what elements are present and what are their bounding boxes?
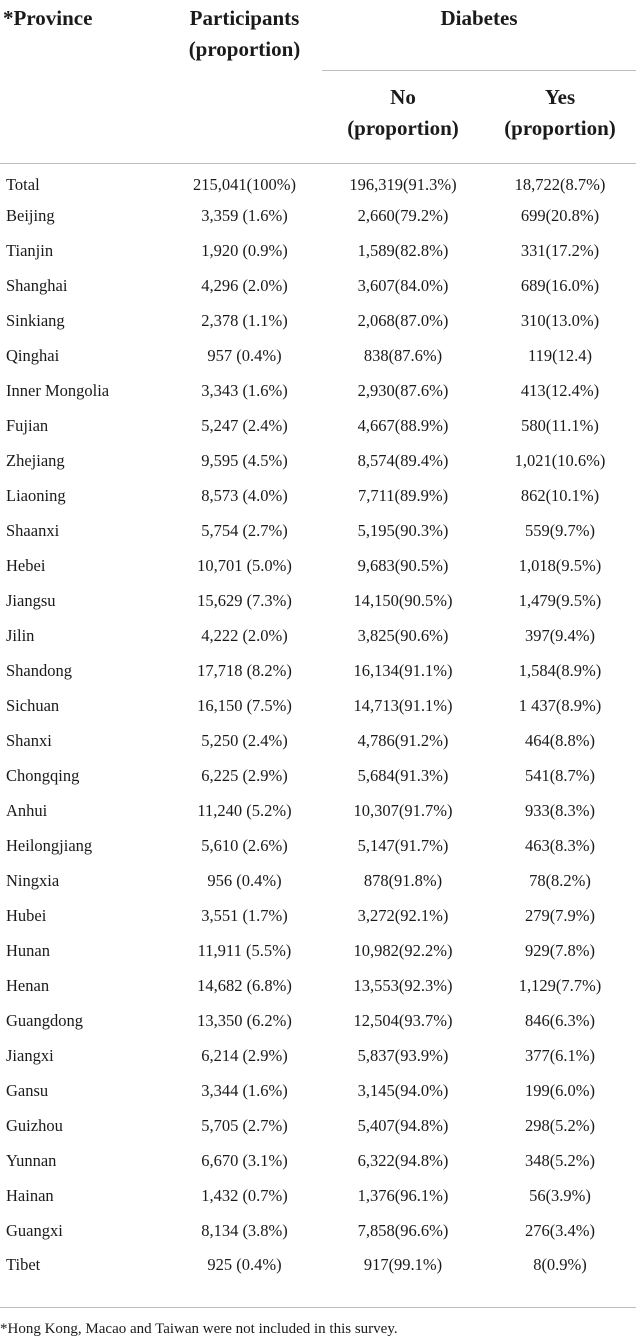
province-cell: Shandong — [6, 661, 72, 680]
diabetes-no-cell: 1,376(96.1%) — [357, 1186, 449, 1205]
diabetes-no-cell: 5,684(91.3%) — [357, 766, 449, 785]
participants-cell: 4,222 (2.0%) — [201, 626, 288, 645]
diabetes-yes-cell: 464(8.8%) — [524, 731, 596, 750]
province-cell: Chongqing — [6, 766, 80, 785]
table-row — [0, 549, 636, 584]
diabetes-no-cell: 838(87.6%) — [363, 346, 443, 365]
diabetes-no-cell: 2,660(79.2%) — [357, 206, 449, 225]
diabetes-no-cell: 5,195(90.3%) — [357, 521, 449, 540]
participants-cell: 5,247 (2.4%) — [201, 416, 288, 435]
table-row — [0, 374, 636, 409]
province-cell: Yunnan — [6, 1151, 57, 1170]
table-row — [0, 934, 636, 969]
participants-cell: 215,041(100%) — [192, 175, 297, 194]
diabetes-yes-cell: 413(12.4%) — [520, 381, 600, 400]
diabetes-yes-cell: 933(8.3%) — [524, 801, 596, 820]
province-cell: Sichuan — [6, 696, 60, 715]
table-body — [0, 163, 636, 1282]
province-cell: Jiangsu — [6, 591, 56, 610]
participants-cell: 3,343 (1.6%) — [201, 381, 288, 400]
diabetes-yes-cell: 310(13.0%) — [520, 311, 600, 330]
table-row — [0, 899, 636, 934]
diabetes-yes-cell: 276(3.4%) — [524, 1221, 596, 1240]
participants-cell: 8,573 (4.0%) — [201, 486, 288, 505]
table-row — [0, 409, 636, 444]
table-row — [0, 619, 636, 654]
participants-cell: 1,920 (0.9%) — [201, 241, 288, 260]
diabetes-no-cell: 6,322(94.8%) — [357, 1151, 449, 1170]
province-cell: Inner Mongolia — [6, 381, 110, 400]
participants-column-header — [167, 0, 322, 163]
diabetes-no-cell: 4,667(88.9%) — [357, 416, 449, 435]
diabetes-group-header: Diabetes — [440, 6, 518, 30]
yes-column-header — [484, 70, 636, 163]
table-row — [0, 339, 636, 374]
participants-cell: 6,225 (2.9%) — [201, 766, 288, 785]
participants-cell: 5,610 (2.6%) — [201, 836, 288, 855]
participants-header-line1: Participants — [189, 6, 300, 30]
diabetes-yes-cell: 929(7.8%) — [524, 941, 596, 960]
diabetes-no-cell: 13,553(92.3%) — [353, 976, 453, 995]
participants-cell: 9,595 (4.5%) — [201, 451, 288, 470]
diabetes-no-cell: 10,982(92.2%) — [353, 941, 453, 960]
diabetes-yes-cell: 298(5.2%) — [524, 1116, 596, 1135]
header-row-top — [0, 0, 636, 70]
table-row — [0, 163, 636, 199]
diabetes-no-cell: 917(99.1%) — [363, 1255, 443, 1274]
diabetes-no-cell: 14,713(91.1%) — [353, 696, 453, 715]
diabetes-yes-cell: 1,584(8.9%) — [518, 661, 602, 680]
participants-cell: 13,350 (6.2%) — [197, 1011, 292, 1030]
diabetes-yes-cell: 1,018(9.5%) — [518, 556, 602, 575]
table-row — [0, 514, 636, 549]
diabetes-no-cell: 3,145(94.0%) — [357, 1081, 449, 1100]
diabetes-yes-cell: 119(12.4) — [527, 346, 592, 365]
diabetes-yes-cell: 279(7.9%) — [524, 906, 596, 925]
province-cell: Total — [6, 175, 40, 194]
table-row — [0, 689, 636, 724]
table-row — [0, 1074, 636, 1109]
participants-cell: 2,378 (1.1%) — [201, 311, 288, 330]
diabetes-no-cell: 196,319(91.3%) — [349, 175, 457, 194]
diabetes-no-cell: 7,711(89.9%) — [357, 486, 449, 505]
participants-cell: 11,911 (5.5%) — [197, 941, 292, 960]
table-row — [0, 584, 636, 619]
diabetes-no-cell: 3,825(90.6%) — [357, 626, 449, 645]
table-row — [0, 1109, 636, 1144]
diabetes-no-cell: 5,407(94.8%) — [357, 1116, 449, 1135]
table-row — [0, 759, 636, 794]
diabetes-yes-cell: 8(0.9%) — [533, 1255, 587, 1274]
diabetes-yes-cell: 699(20.8%) — [520, 206, 600, 225]
table-row — [0, 724, 636, 759]
province-cell: Hunan — [6, 941, 50, 960]
diabetes-no-cell: 12,504(93.7%) — [353, 1011, 453, 1030]
province-cell: Anhui — [6, 801, 48, 820]
table-row — [0, 1179, 636, 1214]
table-row — [0, 794, 636, 829]
province-cell: Ningxia — [6, 871, 60, 890]
diabetes-no-cell: 5,837(93.9%) — [357, 1046, 449, 1065]
participants-cell: 1,432 (0.7%) — [201, 1186, 288, 1205]
diabetes-yes-cell: 56(3.9%) — [529, 1186, 591, 1205]
province-cell: Beijing — [6, 206, 55, 225]
table-row — [0, 444, 636, 479]
participants-cell: 5,705 (2.7%) — [201, 1116, 288, 1135]
province-cell: Gansu — [6, 1081, 49, 1100]
diabetes-yes-cell: 1,129(7.7%) — [518, 976, 602, 995]
participants-cell: 14,682 (6.8%) — [197, 976, 292, 995]
diabetes-yes-cell: 377(6.1%) — [524, 1046, 596, 1065]
no-column-header — [322, 70, 484, 163]
table-row — [0, 479, 636, 514]
diabetes-yes-cell: 541(8.7%) — [524, 766, 596, 785]
table-row — [0, 969, 636, 1004]
no-header-line2: (proportion) — [347, 115, 459, 140]
province-cell: Hubei — [6, 906, 47, 925]
table-row — [0, 829, 636, 864]
province-cell: Guizhou — [6, 1116, 63, 1135]
diabetes-no-cell: 878(91.8%) — [363, 871, 443, 890]
diabetes-yes-cell: 18,722(8.7%) — [514, 175, 606, 194]
participants-cell: 3,344 (1.6%) — [201, 1081, 288, 1100]
table-row — [0, 304, 636, 339]
participants-header-line2: (proportion) — [188, 37, 301, 61]
yes-header-line1: Yes — [544, 84, 576, 109]
diabetes-yes-cell: 559(9.7%) — [524, 521, 596, 540]
diabetes-no-cell: 10,307(91.7%) — [353, 801, 453, 820]
participants-cell: 6,670 (3.1%) — [201, 1151, 288, 1170]
participants-cell: 4,296 (2.0%) — [201, 276, 288, 295]
participants-cell: 5,250 (2.4%) — [201, 731, 288, 750]
table-row — [0, 1249, 636, 1282]
participants-cell: 16,150 (7.5%) — [197, 696, 292, 715]
diabetes-yes-cell: 1,021(10.6%) — [514, 451, 606, 470]
table-row — [0, 654, 636, 689]
diabetes-no-cell: 3,272(92.1%) — [357, 906, 449, 925]
province-cell: Jiangxi — [6, 1046, 54, 1065]
province-cell: Hebei — [6, 556, 46, 575]
province-cell: Tianjin — [6, 241, 54, 260]
province-cell: Shanghai — [6, 276, 68, 295]
diabetes-yes-cell: 348(5.2%) — [524, 1151, 596, 1170]
diabetes-no-cell: 16,134(91.1%) — [353, 661, 453, 680]
no-header-line1: No — [390, 84, 416, 109]
participants-cell: 957 (0.4%) — [207, 346, 282, 365]
diabetes-yes-cell: 1 437(8.9%) — [518, 696, 602, 715]
table-row — [0, 1214, 636, 1249]
diabetes-no-cell: 5,147(91.7%) — [357, 836, 449, 855]
diabetes-no-cell: 7,858(96.6%) — [357, 1221, 449, 1240]
participants-cell: 6,214 (2.9%) — [201, 1046, 288, 1065]
province-cell: Tibet — [6, 1255, 41, 1274]
province-column-header: *Province — [3, 6, 93, 30]
footnote: *Hong Kong, Macao and Taiwan were not included in this survey. — [0, 1321, 398, 1337]
province-cell: Qinghai — [6, 346, 60, 365]
diabetes-no-cell: 9,683(90.5%) — [357, 556, 449, 575]
province-cell: Zhejiang — [6, 451, 65, 470]
table-header — [0, 0, 636, 163]
participants-cell: 3,359 (1.6%) — [201, 206, 288, 225]
table-row — [0, 269, 636, 304]
diabetes-yes-cell: 580(11.1%) — [521, 416, 599, 435]
province-cell: Sinkiang — [6, 311, 65, 330]
table-row — [0, 864, 636, 899]
province-cell: Jilin — [6, 626, 35, 645]
table-row — [0, 1004, 636, 1039]
yes-header-line2: (proportion) — [504, 115, 616, 140]
diabetes-no-cell: 4,786(91.2%) — [357, 731, 449, 750]
table-bottom-rule — [0, 1307, 636, 1308]
table-row — [0, 234, 636, 269]
participants-cell: 15,629 (7.3%) — [197, 591, 292, 610]
province-cell: Fujian — [6, 416, 49, 435]
province-cell: Shanxi — [6, 731, 52, 750]
participants-cell: 956 (0.4%) — [207, 871, 282, 890]
participants-cell: 3,551 (1.7%) — [201, 906, 288, 925]
diabetes-no-cell: 1,589(82.8%) — [357, 241, 449, 260]
province-cell: Shaanxi — [6, 521, 60, 540]
diabetes-yes-cell: 331(17.2%) — [520, 241, 600, 260]
diabetes-no-cell: 8,574(89.4%) — [357, 451, 449, 470]
table-row — [0, 199, 636, 234]
diabetes-yes-cell: 397(9.4%) — [524, 626, 596, 645]
diabetes-no-cell: 14,150(90.5%) — [353, 591, 453, 610]
diabetes-no-cell: 3,607(84.0%) — [357, 276, 449, 295]
participants-cell: 925 (0.4%) — [207, 1255, 282, 1274]
province-cell: Heilongjiang — [6, 836, 93, 855]
diabetes-yes-cell: 689(16.0%) — [520, 276, 600, 295]
diabetes-no-cell: 2,068(87.0%) — [357, 311, 449, 330]
diabetes-yes-cell: 199(6.0%) — [524, 1081, 596, 1100]
diabetes-no-cell: 2,930(87.6%) — [357, 381, 449, 400]
province-cell: Hainan — [6, 1186, 54, 1205]
diabetes-yes-cell: 846(6.3%) — [524, 1011, 596, 1030]
participants-cell: 10,701 (5.0%) — [197, 556, 292, 575]
diabetes-yes-cell: 862(10.1%) — [520, 486, 600, 505]
participants-cell: 17,718 (8.2%) — [197, 661, 292, 680]
participants-cell: 8,134 (3.8%) — [201, 1221, 288, 1240]
table-row — [0, 1039, 636, 1074]
diabetes-yes-cell: 78(8.2%) — [529, 871, 591, 890]
participants-cell: 11,240 (5.2%) — [197, 801, 292, 820]
province-cell: Liaoning — [6, 486, 66, 505]
province-cell: Guangxi — [6, 1221, 63, 1240]
province-cell: Henan — [6, 976, 50, 995]
participants-cell: 5,754 (2.7%) — [201, 521, 288, 540]
province-cell: Guangdong — [6, 1011, 83, 1030]
diabetes-yes-cell: 1,479(9.5%) — [518, 591, 602, 610]
diabetes-yes-cell: 463(8.3%) — [524, 836, 596, 855]
table-row — [0, 1144, 636, 1179]
